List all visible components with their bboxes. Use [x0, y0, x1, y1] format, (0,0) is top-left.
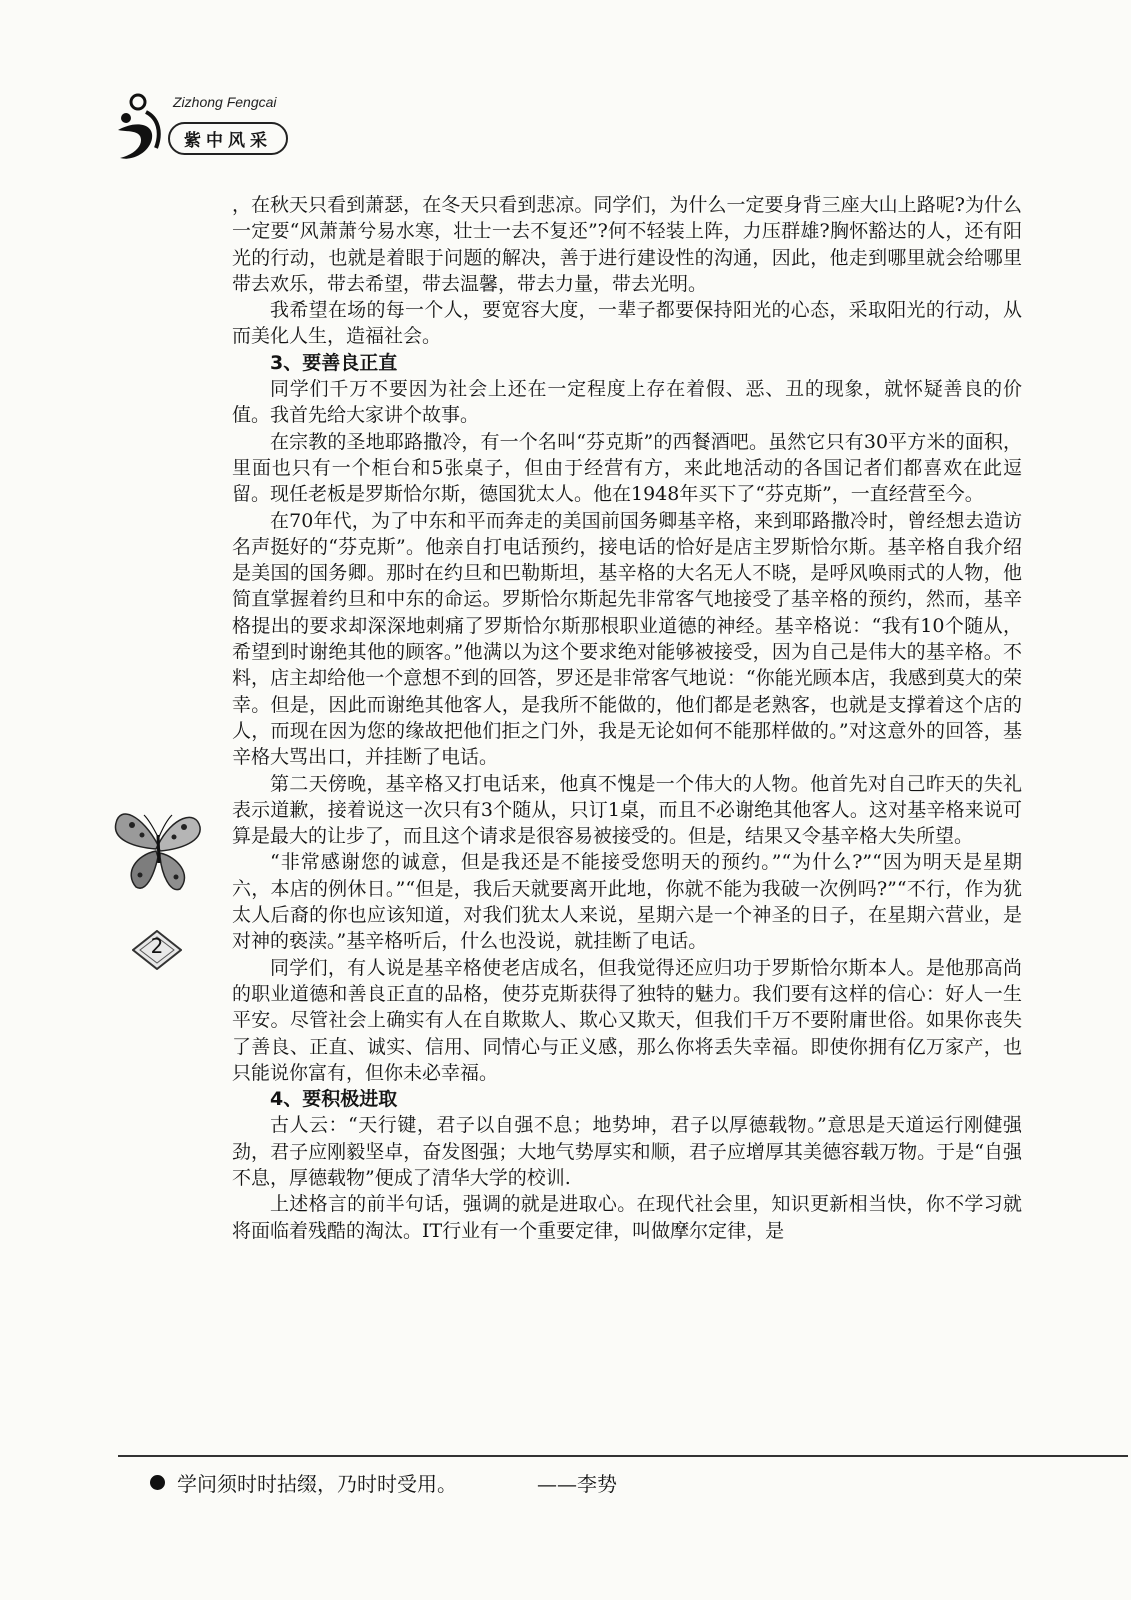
bullet-dot-icon	[150, 1475, 165, 1490]
section-heading: 4、要积极进取	[270, 1088, 398, 1111]
paragraph: 第二天傍晚，基辛格又打电话来，他真不愧是一个伟大的人物。他首先对自己昨天的失礼表示道歉，接着说这一次只有3个随从，只订1桌，而且不必谢绝其他客人。这对基辛格来说可算是最大的让步了，而且这个请求是很容易被接受的。但是，结果又令基辛格大失所望。	[232, 772, 1022, 848]
article-body	[232, 192, 1022, 1244]
footer-divider	[118, 1455, 1128, 1457]
butterfly-icon	[112, 795, 204, 895]
page-header	[110, 92, 410, 172]
brand-latin-name: Zizhong Fengcai	[173, 94, 277, 110]
quote-text: 学问须时时拈缀，乃时时受用。	[177, 1472, 457, 1496]
paragraph: 上述格言的前半句话，强调的就是进取心。在现代社会里，知识更新相当快，你不学习就将面临着残酷的淘汰。IT行业有一个重要定律，叫做摩尔定律，是	[232, 1193, 1022, 1242]
school-logo-icon	[110, 92, 170, 172]
paragraph: 在70年代，为了中东和平而奔走的美国前国务卿基辛格，来到耶路撒冷时，曾经想去造访名声挺好的“芬克斯”。他亲自打电话预约，接电话的恰好是店主罗斯恰尔斯。基辛格自我介绍是美国的国务卿。那时在约旦和巴勒斯坦，基辛格的大名无人不晓，是呼风唤雨式的人物，他简直掌握着约旦和中东的命运。罗斯恰尔斯起先非常客气地接受了基辛格的预约，然而，基辛格提出的要求却深深地刺痛了罗斯恰尔斯那根职业道德的神经。基辛格说：“我有10个随从，希望到时谢绝其他的顾客。”他满以为这个要求绝对能够被接受，因为自己是伟大的基辛格。不料，店主却给他一个意想不到的回答，罗还是非常客气地说：“你能光顾本店，我感到莫大的荣幸。但是，因此而谢绝其他客人，是我所不能做的，他们都是老熟客，也就是支撑着这个店的人，而现在因为您的缘故把他们拒之门外，我是无论如何不能那样做的。”对这意外的回答，基辛格大骂出口，并挂断了电话。	[232, 509, 1022, 769]
paragraph: 在宗教的圣地耶路撒冷，有一个名叫“芬克斯”的西餐酒吧。虽然它只有30平方米的面积，里面也只有一个柜台和5张桌子，但由于经营有方，来此地活动的各国记者们都喜欢在此逗留。现任老板是罗斯恰尔斯，德国犹太人。他在1948年买下了“芬克斯”，一直经营至今。	[232, 430, 1022, 506]
paragraph: ，在秋天只看到萧瑟，在冬天只看到悲凉。同学们，为什么一定要身背三座大山上路呢?为什么一定要“风萧萧兮易水寒，壮士一去不复还”?何不轻装上阵，力压群雄?胸怀豁达的人，还有阳光的行动，也就是着眼于问题的解决，善于进行建设性的沟通，因此，他走到哪里就会给哪里带去欢乐，带去希望，带去温馨，带去力量，带去光明。	[232, 194, 1022, 295]
paragraph: 同学们千万不要因为社会上还在一定程度上存在着假、恶、丑的现象，就怀疑善良的价值。我首先给大家讲个故事。	[232, 378, 1022, 427]
paragraph: 我希望在场的每一个人，要宽容大度，一辈子都要保持阳光的心态，采取阳光的行动，从而美化人生，造福社会。	[232, 299, 1022, 348]
brand-title: 紫中风采	[168, 122, 288, 155]
section-heading: 3、要善良正直	[270, 351, 398, 374]
quote-author: ——李势	[537, 1472, 617, 1496]
paragraph: 同学们，有人说是基辛格使老店成名，但我觉得还应归功于罗斯恰尔斯本人。是他那高尚的职业道德和善良正直的品格，使芬克斯获得了独特的魅力。我们要有这样的信心：好人一生平安。尽管社会上确实有人在自欺欺人、欺心又欺天，但我们千万不要附庸世俗。如果你丧失了善良、正直、诚实、信用、同情心与正义感，那么你将丢失幸福。即使你拥有亿万家产，也只能说你富有，但你未必幸福。	[232, 956, 1022, 1084]
footer-quote	[150, 1468, 617, 1497]
paragraph: 古人云：“天行键，君子以自强不息；地势坤，君子以厚德载物。”意思是天道运行刚健强劲，君子应刚毅坚卓，奋发图强；大地气势厚实和顺，君子应增厚其美德容载万物。于是“自强不息，厚德载物”便成了清华大学的校训.	[232, 1114, 1022, 1189]
page-number: 2	[150, 934, 164, 958]
paragraph: “非常感谢您的诚意，但是我还是不能接受您明天的预约。”“为什么?”“因为明天是星期六，本店的例休日。”“但是，我后天就要离开此地，你就不能为我破一次例吗?”“不行，作为犹太人后裔的你也应该知道，对我们犹太人来说，星期六是一个神圣的日子，在星期六营业，是对神的亵渎。”基辛格听后，什么也没说，就挂断了电话。	[232, 851, 1022, 953]
